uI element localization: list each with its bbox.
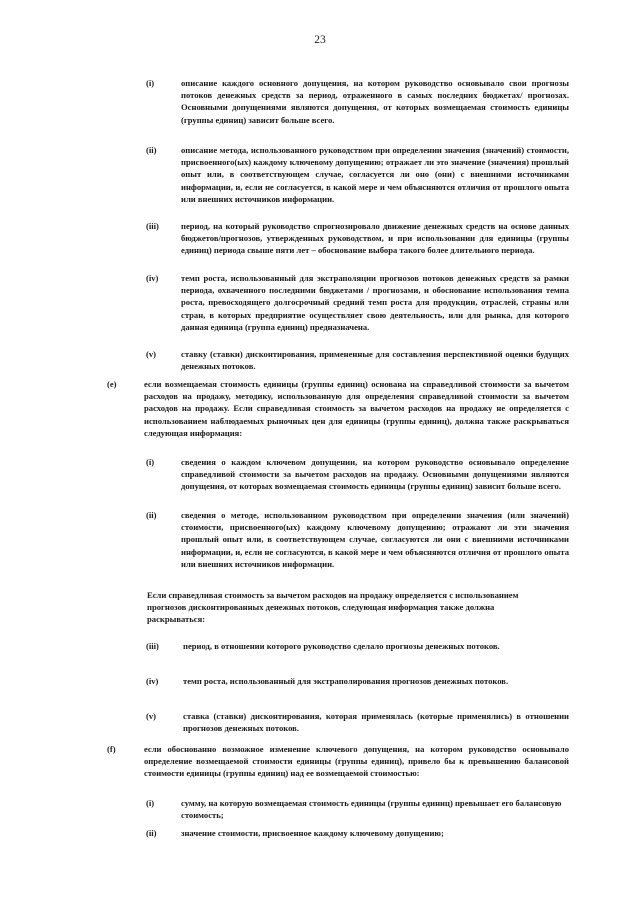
item-text: сумму, на которую возмещаемая стоимость единицы (группы единиц) превышает его балансовую стоимость; bbox=[181, 798, 562, 821]
item-label: (iii) bbox=[146, 641, 159, 651]
item-label: (ii) bbox=[146, 145, 157, 155]
item-text: сведения о каждом ключевом допущении, на котором руководство основывало определение справедливой стоимости за вычетом расходов на продажу. Основными допущениями являются допущения, от которых возмещаемая стоимость единицы (группы единиц) зависит больше всего. bbox=[181, 457, 569, 492]
item-label: (iii) bbox=[146, 221, 159, 231]
sub-paragraph: Если справедливая стоимость за вычетом расходов на продажу определяется с использованием прогнозов дисконтированных денежных потоков, следующая информация также должна раскрываться: bbox=[147, 590, 519, 625]
item-label: (i) bbox=[146, 798, 155, 808]
section-text: если обоснованно возможное изменение ключевого допущения, на котором руководство основывало определение возмещаемой стоимости единицы (группы единиц), привело бы к превышению балансовой стоимости единицы (группы единиц) над ее возмещаемой стоимостью: bbox=[144, 744, 569, 779]
section-label: (f) bbox=[107, 744, 116, 754]
item-text: темп роста, использованный для экстраполирования прогнозов денежных потоков. bbox=[183, 676, 509, 686]
item-label: (iv) bbox=[146, 676, 159, 686]
item-text: значение стоимости, присвоенное каждому ключевому допущению; bbox=[181, 828, 444, 838]
item-text: ставку (ставки) дисконтирования, примененные для составления перспективной оценки будущих денежных потоков. bbox=[181, 349, 569, 372]
item-text: сведения о методе, использованном руководством при определении значения (или значений) стоимости, присвоенного(ых) каждому ключевому допущению; отражают ли эти значения прошлый опыт или, в соответствующем случае, согласуются ли они с внешними источниками информации, и, если не согласуются, в какой мере и чем объясняются отличия от прошлого опыта или внешних источников информации. bbox=[181, 510, 569, 569]
item-label: (v) bbox=[146, 711, 157, 721]
item-text: темп роста, использованный для экстраполяции прогнозов потоков денежных средств за рамки периода, охваченного последними бюджетами / прогнозами, и обоснование использования темпа роста, превосходящего долгосрочный средний темп роста для продукции, отраслей, страны или стран, в которых предприятие осуществляет свою деятельность, или для рынка, для которого данная единица (группа единиц) предназначена. bbox=[181, 273, 569, 332]
section-label: (e) bbox=[107, 379, 117, 389]
item-label: (i) bbox=[146, 457, 155, 467]
page-number: 23 bbox=[314, 34, 326, 46]
item-label: (iv) bbox=[146, 273, 159, 283]
item-text: период, на который руководство спрогнозировало движение денежных средств на основе данных бюджетов/прогнозов, утвержденных руководством, и при использовании для единицы (группы единиц) периода свыше пяти лет – обоснование выбора такого более длительного периода. bbox=[181, 221, 569, 256]
item-text: описание каждого основного допущения, на котором руководство основывало свои прогнозы потоков денежных средств за период, отраженного в самых последних бюджетах/ прогнозах. Основными допущениями являются допущения, от которых возмещаемая стоимость единицы (группы единиц) зависит больше всего. bbox=[181, 78, 569, 125]
item-text: период, в отношении которого руководство сделало прогнозы денежных потоков. bbox=[183, 641, 500, 651]
item-label: (ii) bbox=[146, 828, 157, 838]
item-label: (i) bbox=[146, 78, 155, 88]
section-text: если возмещаемая стоимость единицы (группы единиц) основана на справедливой стоимости за вычетом расходов на продажу, методику, использованную для определения справедливой стоимости за вычетом расходов на продажу. Если справедливая стоимость за вычетом расходов на продажу не определяется с использованием наблюдаемых рыночных цен для единицы (группы единиц), должна также раскрываться следующая информация: bbox=[144, 379, 569, 438]
item-text: ставка (ставки) дисконтирования, которая применялась (которые применялись) в отношении прогнозов денежных потоков. bbox=[183, 711, 569, 734]
item-text: описание метода, использованного руководством при определении значения (значений) стоимости, присвоенного(ых) каждому ключевому допущению; отражает ли это значение (значения) прошлый опыт или, в соответствующем случае, согласуется ли оно (они) с внешними источниками информации, и, если не согласуется, в какой мере и чем объясняются отличия от прошлого опыта или внешних источников информации. bbox=[181, 145, 569, 204]
item-label: (v) bbox=[146, 349, 157, 359]
item-label: (ii) bbox=[146, 510, 157, 520]
